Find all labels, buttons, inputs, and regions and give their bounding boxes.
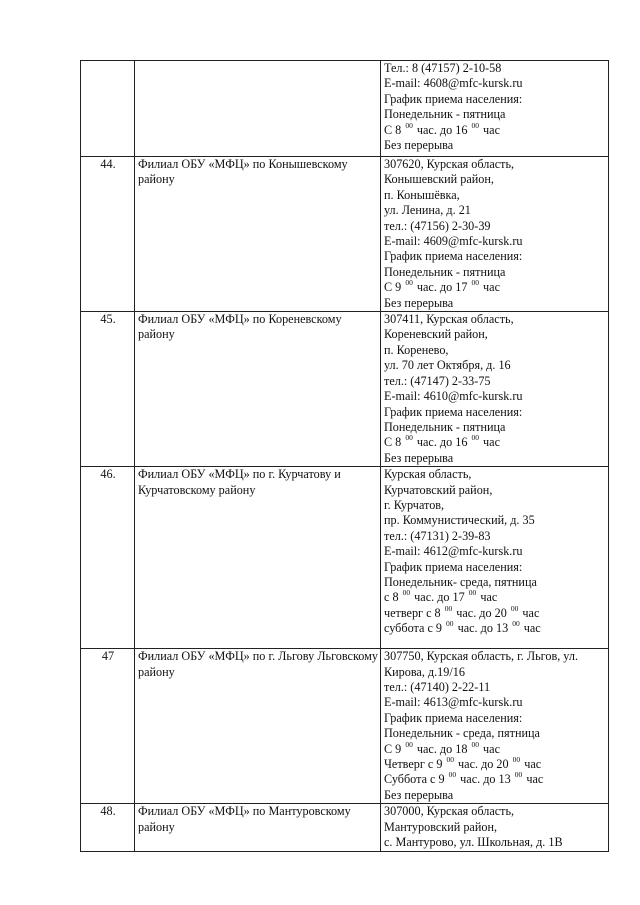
table-body (81, 61, 609, 852)
contact-line: ул. Ленина, д. 21 (384, 203, 471, 218)
contact-line: E-mail: 4609@mfc-kursk.ru (384, 234, 523, 249)
branch-contacts (381, 157, 609, 312)
contact-line: 307750, Курская область, г. Льгов, ул. (384, 649, 578, 664)
contact-line: тел.: (47140) 2-22-11 (384, 679, 491, 694)
contact-line: График приема населения: (384, 559, 523, 574)
branch-name: Филиал ОБУ «МФЦ» по Кореневскому району (135, 312, 381, 467)
contact-line: п. Коренево, (384, 342, 449, 357)
contact-line: Суббота с 9 $^{00}$ час. до 13 $^{00}$ час (384, 770, 544, 787)
contact-line: Понедельник - пятница (384, 264, 506, 279)
branch-contacts (381, 61, 609, 157)
contact-line: 307620, Курская область, (384, 157, 515, 171)
contact-line: г. Курчатов, (384, 497, 445, 512)
contact-line: График приема населения: (384, 91, 523, 106)
contact-line: пр. Коммунистический, д. 35 (384, 513, 535, 528)
row-number: 48. (81, 804, 135, 852)
table-row (81, 312, 609, 467)
contact-line: Кореневский район, (384, 327, 488, 342)
contact-line: С 9 $^{00}$ час. до 17 $^{00}$ час (384, 278, 500, 295)
contact-line: тел.: (47156) 2-30-39 (384, 218, 491, 233)
table-row (81, 804, 609, 852)
branch-name (135, 61, 381, 157)
contact-line: тел.: (47131) 2-39-83 (384, 528, 491, 543)
contact-line: Без перерыва (384, 787, 454, 802)
contact-line: Понедельник - пятница (384, 419, 506, 434)
branch-name: Филиал ОБУ «МФЦ» по Конышевскому району (135, 157, 381, 312)
contact-line: с 8 $^{00}$ час. до 17 $^{00}$ час (384, 588, 498, 605)
contact-line: E-mail: 4613@mfc-kursk.ru (384, 695, 523, 710)
table-row (81, 467, 609, 649)
contact-line: График приема населения: (384, 710, 523, 725)
branch-contacts (381, 312, 609, 467)
contact-line: Курская область, (384, 467, 472, 482)
contact-line: С 8 $^{00}$ час. до 16 $^{00}$ час (384, 433, 500, 450)
branch-name: Филиал ОБУ «МФЦ» по г. Льгову Льговскому району (135, 649, 381, 804)
contact-line: п. Конышёвка, (384, 187, 460, 202)
contact-line: График приема населения: (384, 404, 523, 419)
contact-line: E-mail: 4612@mfc-kursk.ru (384, 544, 523, 559)
contact-line: Без перерыва (384, 138, 454, 153)
table-row (81, 157, 609, 312)
row-number: 47 (81, 649, 135, 804)
row-number: 44. (81, 157, 135, 312)
contact-line: Конышевский район, (384, 172, 494, 187)
branch-contacts (381, 649, 609, 804)
contact-line: 307411, Курская область, (384, 312, 514, 327)
contact-line: 307000, Курская область, (384, 804, 515, 819)
row-number: 45. (81, 312, 135, 467)
contact-line: Без перерыва (384, 295, 454, 310)
row-number (81, 61, 135, 157)
contact-line: четверг с 8 $^{00}$ час. до 20 $^{00}$ час (384, 603, 540, 620)
contact-line: E-mail: 4608@mfc-kursk.ru (384, 76, 523, 91)
contact-line: Кирова, д.19/16 (384, 664, 465, 679)
contact-line: Тел.: 8 (47157) 2-10-58 (384, 61, 502, 75)
contact-line: тел.: (47147) 2-33-75 (384, 373, 491, 388)
contact-line: Без перерыва (384, 450, 454, 465)
row-number: 46. (81, 467, 135, 649)
mfc-branches-table (80, 60, 609, 852)
document-page (80, 60, 608, 852)
table-row (81, 61, 609, 157)
contact-line: График приема населения: (384, 249, 523, 264)
contact-line: Понедельник - среда, пятница (384, 726, 540, 741)
contact-line: ул. 70 лет Октября, д. 16 (384, 358, 511, 373)
contact-line: E-mail: 4610@mfc-kursk.ru (384, 389, 523, 404)
contact-line: Понедельник- среда, пятница (384, 574, 537, 589)
contact-line: Четверг с 9 $^{00}$ час. до 20 $^{00}$ час (384, 754, 542, 771)
branch-name: Филиал ОБУ «МФЦ» по Мантуровскому району (135, 804, 381, 852)
contact-line: с. Мантурово, ул. Школьная, д. 1В (384, 835, 563, 849)
branch-contacts (381, 467, 609, 649)
branch-name: Филиал ОБУ «МФЦ» по г. Курчатову и Курчатовскому району (135, 467, 381, 649)
contact-line: Курчатовский район, (384, 482, 493, 497)
contact-line: суббота с 9 $^{00}$ час. до 13 $^{00}$ час (384, 619, 541, 636)
branch-contacts (381, 804, 609, 852)
contact-line: С 9 $^{00}$ час. до 18 $^{00}$ час (384, 739, 500, 756)
contact-line: Мантуровский район, (384, 819, 498, 834)
table-row (81, 649, 609, 804)
contact-line: С 8 $^{00}$ час. до 16 $^{00}$ час (384, 120, 500, 137)
contact-line: Понедельник - пятница (384, 107, 506, 122)
